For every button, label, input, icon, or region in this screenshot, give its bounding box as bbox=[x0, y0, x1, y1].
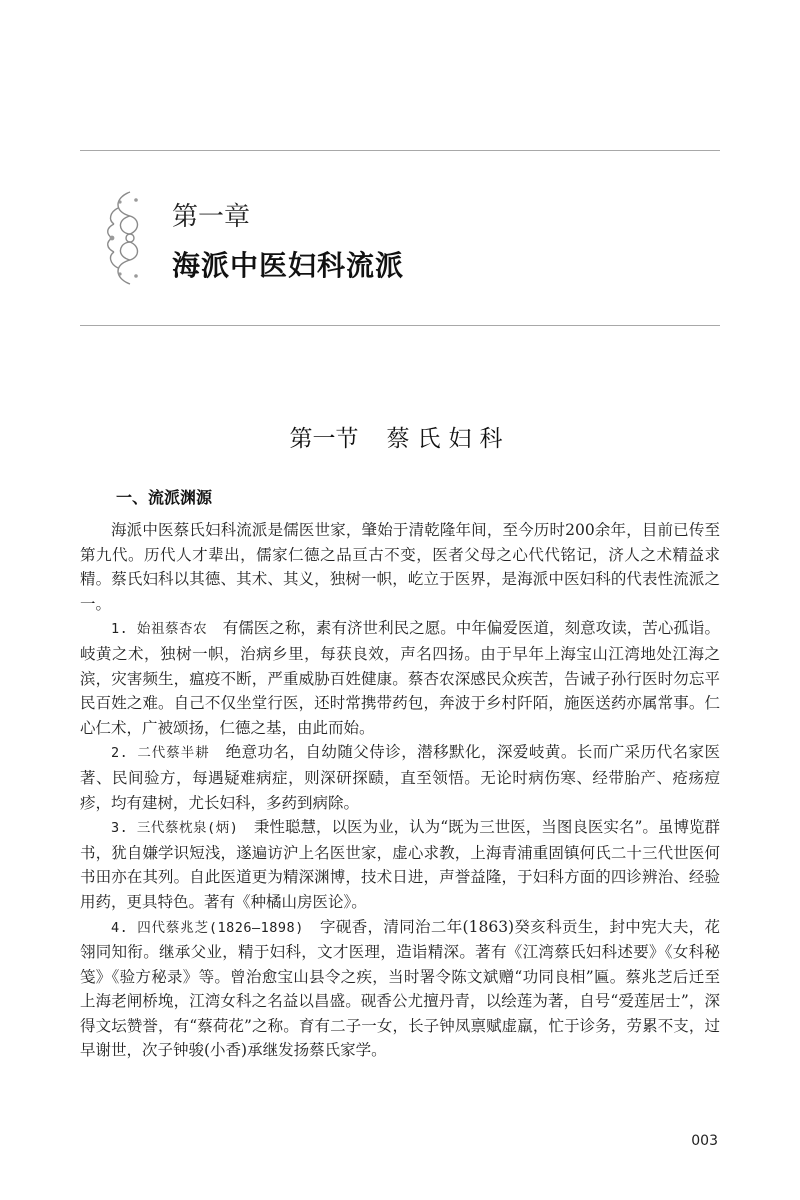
section-heading bbox=[0, 420, 800, 453]
generation-name: 2. 二代蔡半耕 bbox=[111, 745, 210, 762]
top-rule bbox=[80, 150, 720, 151]
generation-text: 秉性聪慧，以医为业，认为“既为三世医，当图良医实名”。虽博览群书，犹自嫌学识短浅，遂遍访沪上名医世家，虚心求教，上海青浦重固镇何氏二十三代世医何书田亦在其列。自此医道更为精深渊博，技术日进，声誉益隆，于妇科方面的四诊辨治、经验用药，更具特色。著有《种橘山房医论》。 bbox=[80, 818, 720, 911]
intro-paragraph: 海派中医蔡氏妇科流派是儒医世家，肇始于清乾隆年间，至今历时200余年，目前已传至第九代。历代人才辈出，儒家仁德之品亘古不变，医者父母之心代代铭记，济人之术精益求精。蔡氏妇科以其德、其术、其义，独树一帜，屹立于医界，是海派中医妇科的代表性流派之一。 bbox=[80, 521, 720, 613]
bottom-rule bbox=[80, 325, 720, 326]
subheading: 一、流派渊源 bbox=[116, 488, 213, 507]
section-title: 蔡氏妇科 bbox=[386, 426, 511, 452]
generation-text: 有儒医之称，素有济世利民之愿。中年偏爱医道，刻意攻读，苦心孤诣。岐黄之术，独树一帜，治病乡里，每获良效，声名四扬。由于早年上海宝山江湾地处江海之滨，灾害频生，瘟疫不断，严重威胁百姓健康。蔡杏农深感民众疾苦，告诫子孙行医时勿忘平民百姓之难。自己不仅坐堂行医，还时常携带药包，奔波于乡村阡陌，施医送药亦属常事。仁心仁术，广被颂扬，仁德之基，由此而始。 bbox=[80, 619, 720, 737]
generation-paragraph-3 bbox=[80, 815, 720, 914]
generation-name: 1. 始祖蔡杏农 bbox=[111, 621, 208, 638]
page-number: 003 bbox=[691, 1133, 718, 1149]
generation-paragraph-1 bbox=[80, 616, 720, 740]
generation-text: 字砚香，清同治二年(1863)癸亥科贡生，封中宪大夫，花翎同知衔。继承父业，精于妇科，文才医理，造诣精深。著有《江湾蔡氏妇科述要》《女科秘笺》《验方秘录》等。曾治愈宝山县令之疾，当时署令陈文斌赠“功同良相”匾。蔡兆芝后迁至上海老闸桥堍，江湾女科之名益以昌盛。砚香公尤擅丹青，以绘莲为著，自号“爱莲居士”，深得文坛赞誉，有“蔡荷花”之称。育有二子一女，长子钟凤禀赋虚羸，忙于诊务，劳累不支，过早谢世，次子钟骏(小香)承继发扬蔡氏家学。 bbox=[80, 917, 720, 1060]
section-number: 第一节 bbox=[289, 426, 359, 452]
generation-name: 3. 三代蔡枕泉(炳) bbox=[111, 820, 239, 837]
generation-text: 绝意功名，自幼随父侍诊，潜移默化，深爱岐黄。长而广采历代名家医著、民间验方，每遇疑难病症，则深研探赜，直至领悟。无论时病伤寒、经带胎产、疮疡痘疹，均有建树，尤长妇科，多药到病除。 bbox=[80, 743, 720, 812]
chapter-title: 海派中医妇科流派 bbox=[172, 249, 405, 282]
generation-name: 4. 四代蔡兆芝(1826—1898) bbox=[111, 919, 304, 936]
floral-ornament-icon bbox=[100, 188, 146, 288]
generation-paragraph-4 bbox=[80, 915, 720, 1064]
generation-paragraph-2 bbox=[80, 740, 720, 815]
chapter-number: 第一章 bbox=[172, 202, 251, 232]
body-text bbox=[80, 518, 720, 1063]
